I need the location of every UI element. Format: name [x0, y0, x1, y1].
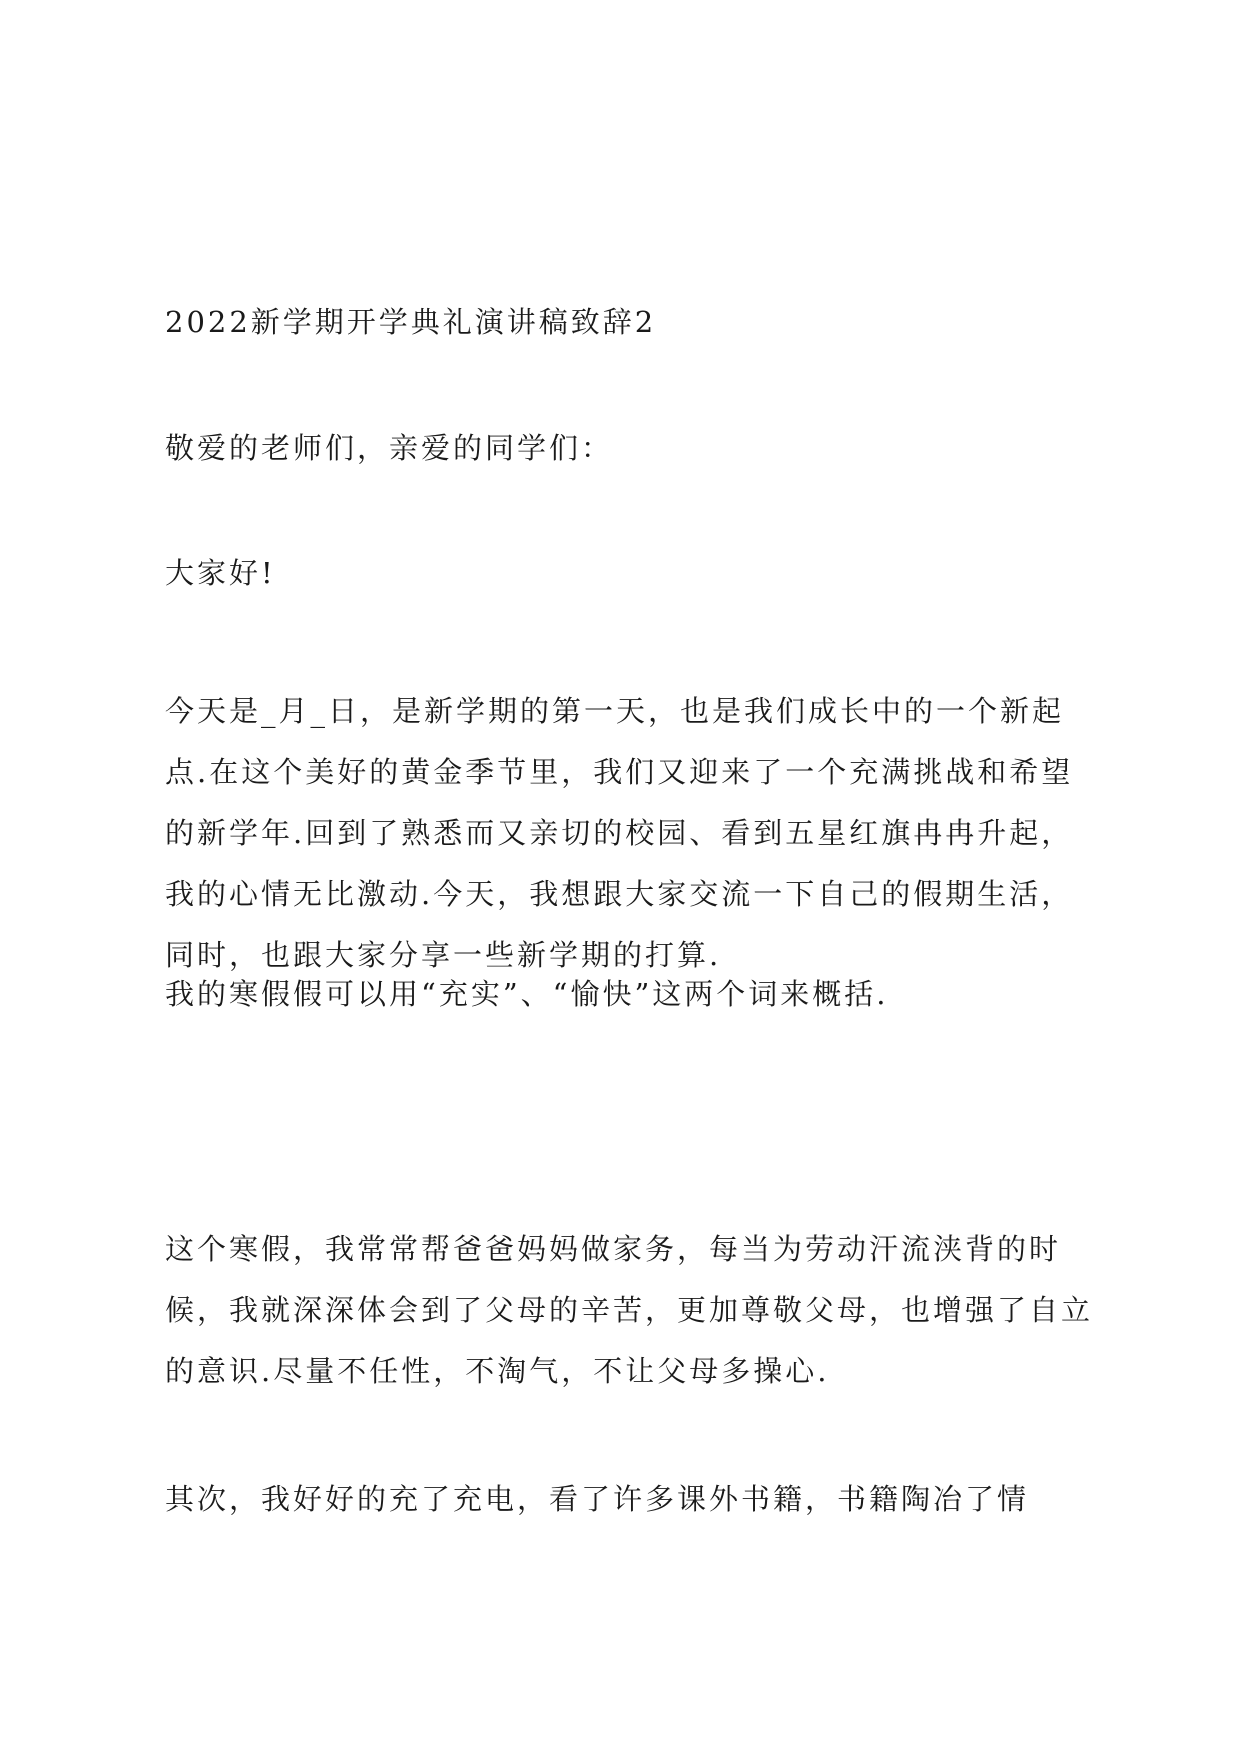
paragraph-4: 其次，我好好的充了充电，看了许多课外书籍，书籍陶冶了情: [165, 1482, 1030, 1516]
salutation: 敬爱的老师们，亲爱的同学们：: [165, 431, 614, 465]
document-title: 2022新学期开学典礼演讲稿致辞2: [165, 305, 657, 339]
greeting: 大家好!: [165, 556, 276, 590]
paragraph-2: 我的寒假假可以用“充实”、“愉快”这两个词来概括.: [165, 977, 889, 1011]
paragraph-1: 今天是_月_日，是新学期的第一天，也是我们成长中的一个新起点.在这个美好的黄金季节里，我们又迎来了一个充满挑战和希望的新学年.回到了熟悉而又亲切的校园、看到五星红旗冉冉升起，我的心情无比激动.今天，我想跟大家交流一下自己的假期生活，同时，也跟大家分享一些新学期的打算.: [165, 694, 1074, 972]
paragraph-3: 这个寒假，我常常帮爸爸妈妈做家务，每当为劳动汗流浃背的时候，我就深深体会到了父母的辛苦，更加尊敬父母，也增强了自立的意识.尽量不任性，不淘气，不让父母多操心.: [165, 1232, 1094, 1388]
